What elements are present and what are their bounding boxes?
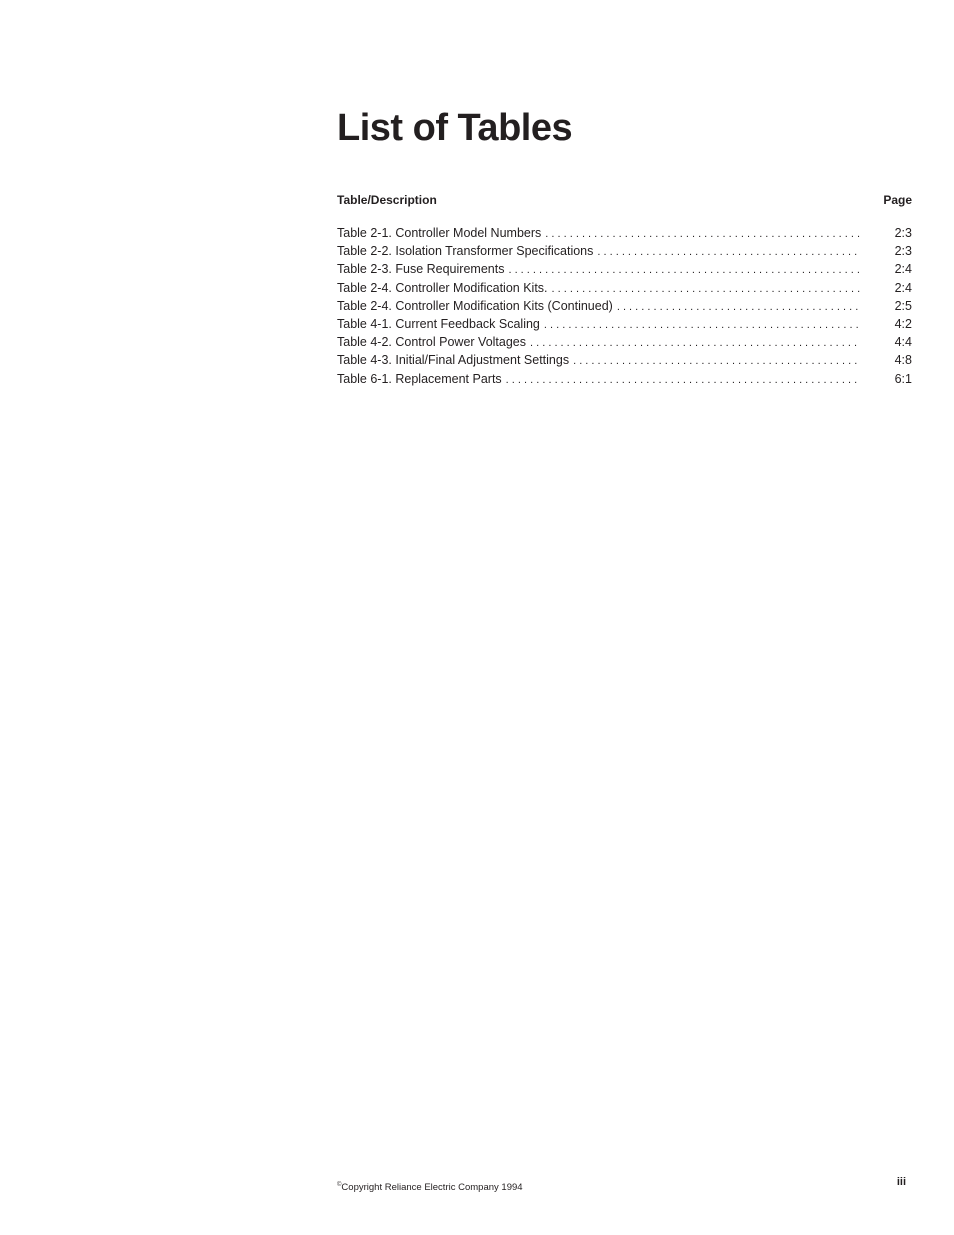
entry-label: Table 4-2. Control Power Voltages (337, 335, 526, 350)
entry-page: 2:4 (894, 262, 912, 277)
list-item[interactable] (337, 351, 912, 369)
list-item[interactable] (337, 242, 912, 260)
list-item[interactable] (337, 333, 912, 351)
list-item[interactable] (337, 279, 912, 297)
table-list (337, 224, 912, 388)
list-item[interactable] (337, 315, 912, 333)
footer-page-number: iii (896, 1176, 906, 1188)
page-title: List of Tables (337, 107, 573, 149)
dot-leader (544, 316, 860, 334)
entry-page: 2:3 (894, 226, 912, 240)
dot-leader (573, 352, 860, 370)
dot-leader (508, 261, 860, 279)
copyright-symbol: © (337, 1182, 342, 1188)
entry-page: 4:8 (894, 353, 912, 368)
list-item[interactable] (337, 260, 912, 278)
dot-leader (530, 334, 860, 352)
list-item[interactable] (337, 297, 912, 315)
footer-copyright (337, 1178, 523, 1195)
entry-label: Table 2-2. Isolation Transformer Specifications (337, 244, 594, 259)
entry-label: Table 2-4. Controller Modification Kits. (337, 280, 548, 295)
entry-page: 2:3 (894, 244, 912, 259)
entry-page: 2:5 (894, 298, 912, 313)
copyright-text: Copyright Reliance Electric Company 1994 (341, 1182, 523, 1193)
entry-page: 4:2 (894, 316, 912, 331)
entry-label: Table 2-3. Fuse Requirements (337, 262, 505, 277)
entry-label: Table 4-1. Current Feedback Scaling (337, 316, 540, 331)
page-column-label: Page (883, 193, 912, 207)
description-column-label: Table/Description (337, 193, 437, 207)
dot-leader (552, 280, 860, 298)
entry-label: Table 2-4. Controller Modification Kits (Continued) (337, 298, 613, 313)
dot-leader (617, 298, 860, 316)
entry-page: 4:4 (894, 335, 912, 350)
entry-label: Table 2-1. Controller Model Numbers (337, 226, 542, 240)
entry-label: Table 4-3. Initial/Final Adjustment Settings (337, 353, 570, 368)
list-item[interactable] (337, 370, 912, 388)
list-item[interactable] (337, 224, 912, 242)
dot-leader (506, 371, 860, 389)
entry-label: Table 6-1. Replacement Parts (337, 371, 502, 386)
column-header (337, 192, 912, 208)
dot-leader (597, 243, 860, 261)
dot-leader (545, 225, 860, 243)
entry-page: 6:1 (894, 371, 912, 386)
entry-page: 2:4 (894, 280, 912, 295)
